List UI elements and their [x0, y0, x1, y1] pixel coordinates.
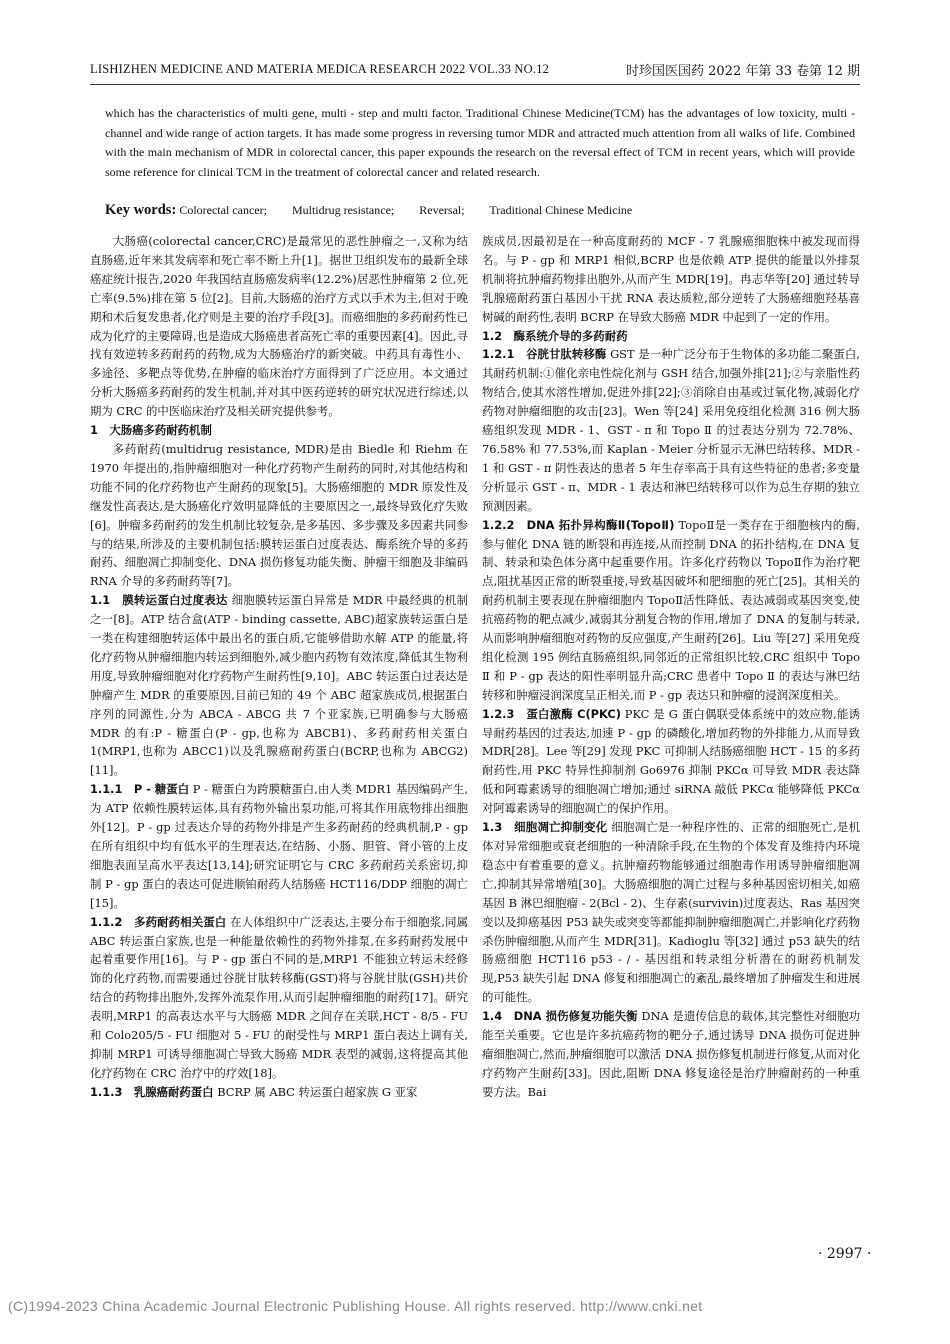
section-1-3-heading: 1.3 细胞凋亡抑制变化 [482, 820, 608, 835]
section-1-2-2 [482, 516, 860, 705]
section-1-title: 1 大肠癌多药耐药机制 [90, 423, 212, 438]
section-1-4 [482, 1007, 860, 1102]
section-1-2-3 [482, 705, 860, 818]
keyword-item: Multidrug resistance; [291, 203, 395, 217]
section-1-1-2-heading: 1.1.2 多药耐药相关蛋白 [90, 914, 227, 929]
keywords-label: Key words [105, 202, 172, 218]
left-column [90, 232, 468, 1102]
running-header [90, 60, 860, 82]
section-1-2-3-heading: 1.2.3 蛋白激酶 C(PKC) [482, 706, 621, 721]
right-column [482, 232, 860, 1102]
page-number: · 2997 · [818, 1246, 872, 1262]
section-1-1-1-heading: 1.1.1 P - 糖蛋白 [90, 782, 190, 797]
continued-paragraph: 族成员,因最初是在一种高度耐药的 MCF - 7 乳腺癌细胞株中被发现而得名。与 P - gp 和 MRP1 相似,BCRP 也是依赖 ATP 提供的能量以外排泵机制将抗肿瘤药物排出胞外,从而产生 MDR[19]。冉志华等[20] 通过转导乳腺癌耐药蛋白基因小干扰 RNA 表达质粒,部分逆转了大肠癌细胞羟基喜树碱的耐药性,表明 BCRP 在导致大肠癌 MDR 中起到了一定的作用。 [482, 234, 860, 324]
section-1-2-1 [482, 345, 860, 515]
section-1-4-text: DNA 是遗传信息的载体,其完整性对细胞功能至关重要。它也是许多抗癌药物的靶分子,通过诱导 DNA 损伤可促进肿瘤细胞凋亡,然而,肿瘤细胞可以激活 DNA 损伤修复机制进行修复,从而对化疗药物产生耐药[33]。因此,阻断 DNA 修复途径是治疗肿瘤耐药的一种重要方法。Bai [482, 1009, 860, 1099]
section-1-3 [482, 818, 860, 1007]
section-1-paragraph: 多药耐药(multidrug resistance, MDR)是由 Biedle 和 Riehm 在 1970 年提出的,指肿瘤细胞对一种化疗药物产生耐药的同时,对其他结构和功能不同的化疗药物也产生耐药的现象[5]。大肠癌细胞的 MDR 原发性及继发性高表达,是大肠癌化疗效明显降低的主要原因之一,最终导致化疗失败[6]。肿瘤多药耐药的发生机制比较复杂,是多基因、多步骤及多因素共同参与的结果,所涉及的主要机制包括:膜转运蛋白过度表达、酶系统介导的多药耐药、细胞凋亡抑制变化、DNA 损伤修复功能失衡、肿瘤干细胞及非编码 RNA 介导的多药耐药等[7]。 [90, 441, 468, 589]
journal-title-cn: 时珍国医国药 2022 年第 33 卷第 12 期 [626, 64, 860, 79]
copyright-footer: (C)1994-2023 China Academic Journal Electronic Publishing House. All rights reserved. http://www.cnki.net [8, 1298, 703, 1314]
section-1-4-heading: 1.4 DNA 损伤修复功能失衡 [482, 1009, 638, 1024]
section-1-2-1-heading: 1.2.1 谷胱甘肽转移酶 [482, 347, 607, 362]
intro-paragraph: 大肠癌(colorectal cancer,CRC)是最常见的恶性肿瘤之一,又称为结直肠癌,近年来其发病率和死亡率不断上升[1]。据世卫组织发布的最新全球癌症统计报告,2020 年我国结直肠癌发病率(12.2%)居恶性肿瘤第 2 位,死亡率(9.5%)排在第 5 位[2]。目前,大肠癌的治疗方式以手术为主,但对于晚期和术后复发患者,化疗则是主要的治疗手段[3]。而癌细胞的多药耐药性已成为化疗的主要障碍,也是造成大肠癌患者高死亡率的重要因素[4]。因此,寻找有效逆转多药耐药的药物,成为大肠癌治疗的新突破。中药具有毒性小、多途径、多靶点等优势,在肿瘤的临床治疗方面得到了广泛应用。本文通过分析大肠癌多药耐药的发生机制,并对其中医药逆转的研究状况进行综述,以期为 CRC 的中医临床治疗及相关研究提供参考。 [90, 234, 468, 419]
keyword-item: Colorectal cancer; [179, 203, 267, 217]
section-1-2-2-text: TopoⅡ是一类存在于细胞核内的酶,参与催化 DNA 链的断裂和再连接,从而控制 DNA 的拓扑结构,在 DNA 复制、转录和染色体分离中起重要作用。许多化疗药物以 TopoⅡ作为治疗靶点,阻扰基因正常的断裂重接,导致基因破坏和肥细胞的死亡[25]。其相关的耐药机制主要表现在肿瘤细胞内 TopoⅡ活性降低、表达减弱或基因突变,使抗癌药物的靶点减少,减弱其分割复合物的作用,增加了 DNA 的复制与转录,从而影响肿瘤细胞对药物的反应强度,产生耐药[26]。Liu 等[27] 采用免疫组化检测 195 例结直肠癌组织,同邻近的正常组织比较,CRC 组织中 Topo Ⅱ 和 P - gp 表达的阳性率明显升高;CRC 患者中 Topo Ⅱ 的表达与淋巴结转移和肿瘤浸润深度呈正相关,而 P - gp 表达只和肿瘤的浸润深度相关。 [482, 517, 860, 702]
section-1-1-3-heading: 1.1.3 乳腺癌耐药蛋白 [90, 1084, 214, 1099]
section-1-1-1 [90, 780, 468, 912]
keywords-line: Key words: Colorectal cancer; Multidrug resistance; Reversal; Traditional Chinese Medicine [105, 202, 633, 218]
section-1-2-1-text: GST 是一种广泛分布于生物体的多功能二聚蛋白,其耐药机制:①催化亲电性烷化剂与 GSH 结合,加强外排[21];②与亲脂性药物结合,使其水溶性增加,促进外排[22];③消除自由基或过氧化物,减弱化疗药物对肿瘤细胞的攻击[23]。Wen 等[24] 采用免疫组化检测 316 例大肠癌组织发现 MDR - 1、GST - π 和 Topo Ⅱ 的过表达分别为 72.78%、76.58% 和 77.53%,而 Kaplan - Meier 分析显示无淋巴结转移、MDR - 1 和 GST - π 阴性表达的患者 5 年生存率高于具有这些特征的患者;多变量分析显示 GST - π、MDR - 1 表达和淋巴结转移可以作为总生存期的独立预测因素。 [482, 347, 861, 513]
header-rule [90, 84, 860, 85]
section-1-1-3 [90, 1083, 468, 1102]
journal-title-en: LISHIZHEN MEDICINE AND MATERIA MEDICA RESEARCH 2022 VOL.33 NO.12 [90, 62, 550, 76]
section-1-1-1-text: P - 糖蛋白为跨膜糖蛋白,由人类 MDR1 基因编码产生,为 ATP 依赖性膜转运体,具有药物外输出泵功能,可将其作用底物排出细胞外[12]。P - gp 过表达介导的药物外排是产生多药耐药的经典机制,P - gp 在所有组织中均有低水平的生理表达,在结肠、小肠、胆管、肾小管的上皮细胞表面呈高水平表达[13,14];研究证明它与 CRC 多药耐药关系密切,抑制 P - gp 蛋白的表达可促进顺铂耐药人结肠癌 HCT116/DDP 细胞的凋亡[15]。 [90, 782, 468, 910]
section-1-1-3-text: BCRP 属 ABC 转运蛋白超家族 G 亚家 [217, 1084, 418, 1099]
keyword-item: Traditional Chinese Medicine [489, 203, 633, 217]
section-1-3-text: 细胞凋亡是一种程序性的、正常的细胞死亡,是机体对异常细胞或衰老细胞的一种清除手段,在生物的个体发育及维持内环境稳态中有着重要的意义。抗肿瘤药物能够通过细胞毒作用诱导肿瘤细胞凋亡,抑制其异常增殖[30]。大肠癌细胞的凋亡过程与多种基因密切相关,如癌基因 B 淋巴细胞瘤 - 2(Bcl - 2)、生存素(survivin)过度表达、Ras 基因突变以及抑癌基因 P53 缺失或突变等都能抑制肿瘤细胞凋亡,并影响化疗药物杀伤肿瘤细胞,从而产生 MDR[31]。Kadioglu 等[32] 通过 p53 缺失的结肠癌细胞 HCT116 p53 - / - 基因组和转录组分析潜在的耐药机制发现,P53 缺失引起 DNA 修复和细胞凋亡的紊乱,最终增加了肿瘤发生和进展的可能性。 [482, 820, 861, 1005]
abstract-text: which has the characteristics of multi gene, multi - step and multi factor. Traditional Chinese Medicine(TCM) has the advantages of low toxicity, multi - channel and wide range of action targets. It has made some progress in reversing tumor MDR and attracted much attention from all walks of life. Combined with the main mechanism of MDR in colorectal cancer, this paper expounds the research on the reversal effect of TCM in recent years, which will provide some reference for clinical TCM in the treatment of colorectal cancer and related research. [105, 106, 855, 179]
section-1-2-title: 1.2 酶系统介导的多药耐药 [482, 328, 628, 343]
section-1-2-2-heading: 1.2.2 DNA 拓扑异构酶Ⅱ(TopoⅡ) [482, 517, 675, 532]
section-1-1-2 [90, 913, 468, 1083]
section-1-1-text: 细胞膜转运蛋白异常是 MDR 中最经典的机制之一[8]。ATP 结合盒(ATP - binding cassette, ABC)超家族转运蛋白是一类在构建细胞转运体中最出名的蛋白质,它能够借助水解 ATP 的能量,将化疗药物从肿瘤细胞内转运到细胞外,减少胞内药物有效浓度,降低其生物利用度,导致肿瘤细胞对化疗药物产生耐药性[9,10]。ABC 转运蛋白过表达是肿瘤产生 MDR 的重要原因,目前已知的 49 个 ABC 超家族成员,根据蛋白序列的同源性,分为 ABCA - ABCG 共 7 个亚家族,已明确参与大肠癌 MDR 的有:P - 糖蛋白(P - gp,也称为 ABCB1)、多药耐药相关蛋白 1(MRP1,也称为 ABCC1)以及乳腺癌耐药蛋白(BCRP,也称为 ABCG2)[11]。 [90, 593, 468, 778]
section-1-1-heading: 1.1 膜转运蛋白过度表达 [90, 593, 228, 608]
section-1-2-3-text: PKC 是 G 蛋白偶联受体系统中的效应物,能诱导耐药基因的过表达,加速 P - gp 的磷酸化,增加药物的外排能力,从而导致 MDR[28]。Lee 等[29] 发现 PKC 可抑制人结肠癌细胞 HCT - 15 的多药耐药性,用 PKC 特异性抑制剂 Go6976 抑制 PKCα 可导致 MDR 表达降低和阿霉素诱导的细胞凋亡增加;通过 siRNA 敲低 PKCα 能够降低 PKCα 对阿霉素诱导的细胞凋亡的保护作用。 [482, 706, 860, 816]
keyword-item: Reversal; [419, 203, 465, 217]
section-1-1 [90, 591, 468, 780]
section-1-1-2-text: 在人体组织中广泛表达,主要分布于细胞浆,同属 ABC 转运蛋白家族,也是一种能量依赖性的药物外排泵,在多药耐药发展中起着重要作用[16]。与 P - gp 蛋白不同的是,MRP1 不能独立转运未经修饰的化疗药物,而需要通过谷胱甘肽转移酶(GST)将与谷胱甘肽(GSH)共价结合的药物排出胞外,发挥外流泵作用,从而引起肿瘤细胞的耐药[17]。研究表明,MRP1 的高表达水平与大肠癌 MDR 之间存在关联,HCT - 8/5 - FU 和 Colo205/5 - FU 细胞对 5 - FU 的耐受性与 MRP1 蛋白表达上调有关,抑制 MRP1 可诱导细胞凋亡导致大肠癌 MDR 表型的减弱,这将提高其他化疗药物在 CRC 治疗中的疗效[18]。 [90, 914, 468, 1080]
